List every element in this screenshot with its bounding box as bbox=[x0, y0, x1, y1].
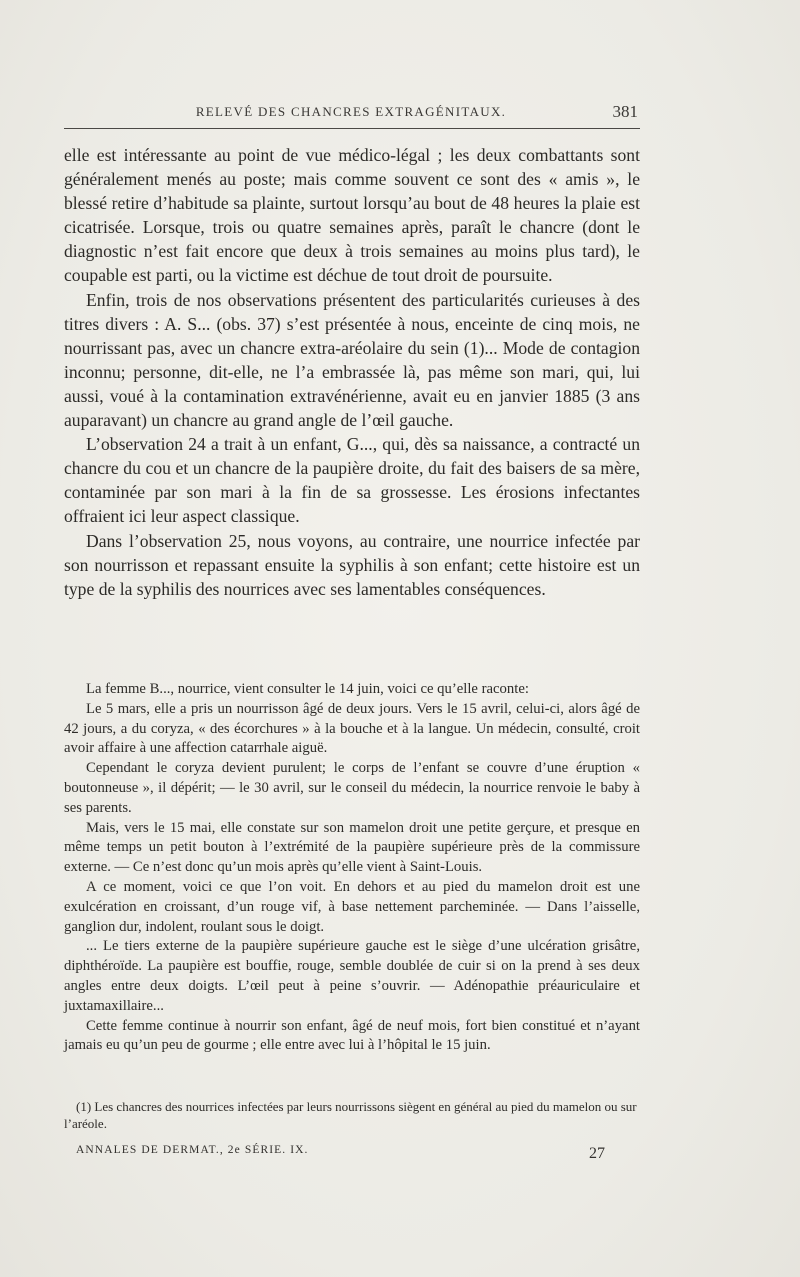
header-rule bbox=[64, 128, 640, 129]
running-title: RELEVÉ DES CHANCRES EXTRAGÉNITAUX. bbox=[195, 104, 507, 119]
footnote bbox=[64, 1098, 640, 1132]
observation-paragraph: Le 5 mars, elle a pris un nourrisson âgé de deux jours. Vers le 15 avril, celui-ci, alors âgé de 42 jours, a du coryza, « des écorchures » à la bouche et à la langue. Un médecin, consulté, croit avoir affaire à une affection catarrhale aiguë. bbox=[64, 700, 640, 757]
footnote-text: (1) Les chancres des nourrices infectées par leurs nourrissons siègent en général au pied du mamelon ou sur l’aréole. bbox=[64, 1099, 637, 1131]
paragraph: Dans l’observation 25, nous voyons, au contraire, une nourrice infectée par son nourrisson et repassant ensuite la syphilis à son enfant; cette histoire est un type de la syphilis des nourrices avec ses lamentables conséquences. bbox=[64, 530, 640, 599]
signature-line: ANNALES DE DERMAT., 2e SÉRIE. IX. bbox=[76, 1144, 309, 1156]
signature-number: 27 bbox=[589, 1145, 605, 1162]
observation-paragraph: A ce moment, voici ce que l’on voit. En dehors et au pied du mamelon droit est une exulcération en croissant, d’un rouge vif, à base nettement parcheminée. — Dans l’aisselle, ganglion dur, indolent, roulant sous le doigt. bbox=[64, 878, 640, 935]
observation-text bbox=[64, 680, 640, 1056]
observation-paragraph: Cette femme continue à nourrir son enfant, âgé de neuf mois, fort bien constitué et n’ayant jamais eu qu’un peu de gourme ; elle entre avec lui à l’hôpital le 15 juin. bbox=[64, 1017, 640, 1054]
page-header bbox=[62, 104, 640, 122]
paragraph: L’observation 24 a trait à un enfant, G..., qui, dès sa naissance, a contracté un chancre du cou et un chancre de la paupière droite, du fait des baisers de sa mère, contaminée par son mari à la fin de sa grossesse. Les érosions infectantes offraient ici leur aspect classique. bbox=[64, 434, 640, 527]
observation-paragraph: ... Le tiers externe de la paupière supérieure gauche est le siège d’une ulcération grisâtre, diphthéroïde. La paupière est bouffie, rouge, semble doublée de cuir si on la prend à ses deux angles entre deux doigts. L’œil peut à peine s’ouvrir. — Adénopathie préauriculaire et juxtamaxillaire... bbox=[64, 938, 640, 1014]
paragraph: elle est intéressante au point de vue médico-légal ; les deux combattants sont généralement menés au poste; mais comme souvent ce sont des « amis », le blessé retire d’habitude sa plainte, surtout lorsqu’au bout de 48 heures la plaie est cicatrisée. Lorsque, trois ou quatre semaines après, paraît le chancre (dont le diagnostic n’est fait encore que deux à trois semaines au moins plus tard), le coupable est parti, ou la victime est déchue de tout droit de poursuite. bbox=[64, 145, 640, 286]
paragraph: Enfin, trois de nos observations présentent des particularités curieuses à des titres divers : A. S... (obs. 37) s’est présentée à nous, enceinte de cinq mois, ne nourrissant pas, avec un chancre extra-aréolaire du sein (1)... Mode de contagion inconnu; personne, dit-elle, ne l’a embrassée là, pas même son mari, qui, lui aussi, voué à la contamination extravénérienne, avait eu en janvier 1885 (3 ans auparavant) un chancre au grand angle de l’œil gauche. bbox=[64, 289, 640, 431]
page-number: 381 bbox=[612, 102, 638, 121]
observation-paragraph: La femme B..., nourrice, vient consulter le 14 juin, voici ce qu’elle raconte: bbox=[86, 681, 529, 697]
observation-paragraph: Mais, vers le 15 mai, elle constate sur son mamelon droit une petite gerçure, et presque en même temps un petit bouton à l’extrémité de la paupière supérieure près de la commissure externe. — Ce n’est donc qu’un mois après qu’elle vient à Saint-Louis. bbox=[64, 819, 640, 876]
main-text bbox=[64, 143, 640, 601]
observation-paragraph: Cependant le coryza devient purulent; le corps de l’enfant se couvre d’une éruption « boutonneuse », il dépérit; — le 30 avril, sur le conseil du médecin, la nourrice renvoie le baby à ses parents. bbox=[64, 760, 640, 816]
